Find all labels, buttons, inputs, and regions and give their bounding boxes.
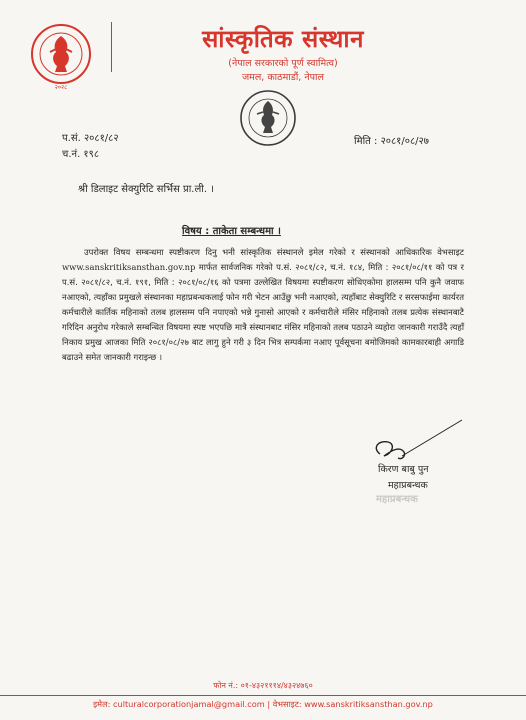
body-part-2: मार्फत सार्वजनिक गरेको प.सं. २०८१/८२, च.नं. १८४, मिति : २०८१/०८/११ को पत्र र प.सं. २०८१/८२, च.नं. १९१, मिति : २०८१/०८/१६ को पत्रमा उल्लेखित विषयमा स्पष्टीकरण सोधिएकोमा हालसम्म पनि कुनै जवाफ नआएको, त्यहाँका प्रमुखले संस्थानका महाप्रबन्धकलाई फोन गरी भेटन आउँछु भनी नआएको, त्यहाँबाट सेक्युरिटि र सरसफाईमा कार्यरत कर्मचारीले कार्तिक महिनाको तलब हालसम्म पनि नपाएको भन्ने गुनासो आएको र कर्मचारीले मंसिर महिनाको तलब प्रत्येक संस्थानबाटै गरिदिन अनुरोध गरेकाले सम्बन्धित विषयमा स्पष्ट भएपछि मात्रै संस्थानबाट मंसिर महिनाको तलब पठाउने व्यहोरा जानकारी गराउँदै त्यहाँ निकाय प्रमुख आजका मिति २०८१/०८/२७ बाट लागु हुने गरी ३ दिन भित्र सम्पर्कमा नआए पूर्वसूचना बमोजिमको कामकारबाही अगाडि बढाउने समेत जानकारी गराइन्छ । [62, 262, 464, 362]
email-label: इमेल: [93, 699, 111, 709]
reference-number: प.सं. २०८१/८२ [62, 133, 119, 144]
official-seal [238, 88, 298, 148]
body-part-1: उपरोक्त विषय सम्बन्धमा स्पष्टीकरण दिनु भनी सांस्कृतिक संस्थानले इमेल गरेको र संस्थानको आधिकारिक वेभसाइट [84, 247, 464, 257]
website-label: | वेभसाइट: [267, 699, 302, 709]
email-link[interactable]: culturalcorporationjamal@gmail.com [113, 699, 265, 709]
svg-text:२०२८: २०२८ [54, 84, 68, 91]
dispatch-number: च.नं. १९८ [62, 149, 100, 160]
footer-contact [0, 699, 526, 710]
subject-line: विषय : ताकेता सम्बन्धमा । [182, 226, 281, 237]
footer-phone: फोन नं.: ०१-४३२१११४/४३२४७६० [213, 681, 313, 690]
letter-date: मिति : २०८१/०८/२७ [354, 136, 429, 147]
designation-stamp: महाप्रबन्धक [376, 494, 418, 505]
org-subtitle: (नेपाल सरकारको पूर्ण स्वामित्व) [228, 58, 338, 69]
footer-divider [0, 695, 526, 696]
signatory-name: किरण बाबु पुन [378, 464, 429, 475]
signatory-title: महाप्रबन्धक [388, 480, 428, 491]
recipient: श्री डिलाइट सेक्युरिटि सर्भिस प्रा.ली. । [78, 184, 214, 195]
letter-body [62, 245, 464, 365]
org-name: सांस्कृतिक संस्थान [202, 25, 364, 53]
website-link[interactable]: www.sanskritiksansthan.gov.np [62, 262, 196, 272]
org-address: जमल, काठमाडौं, नेपाल [242, 72, 324, 83]
footer-website-link[interactable]: www.sanskritiksansthan.gov.np [304, 699, 433, 709]
